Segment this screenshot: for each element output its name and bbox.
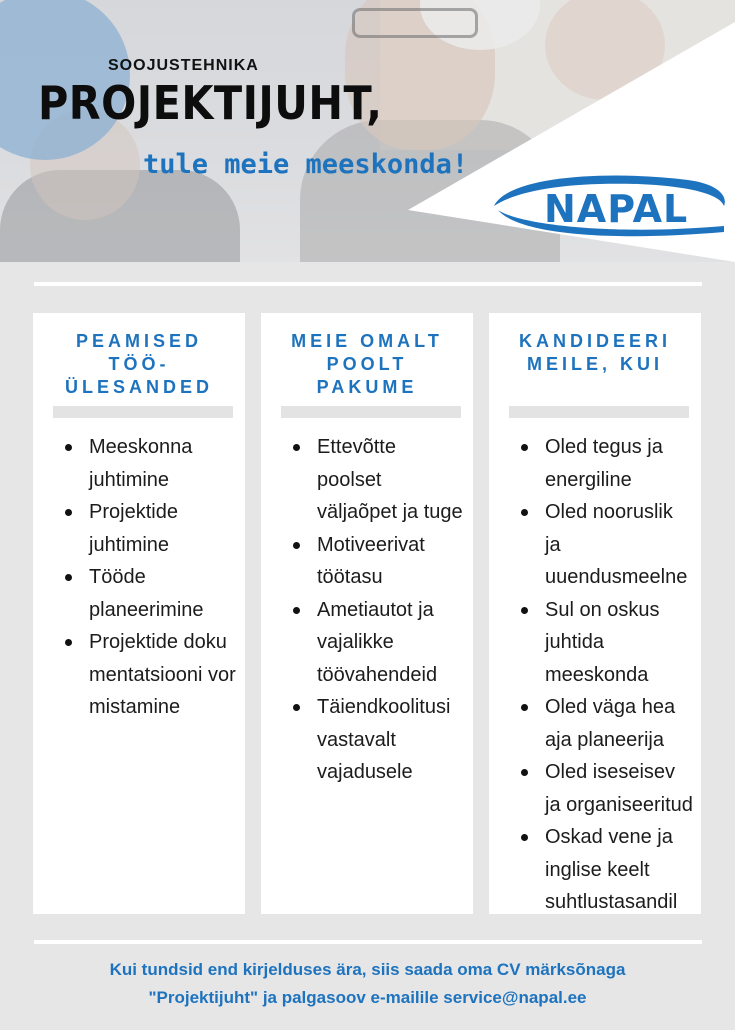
card-we-offer bbox=[261, 313, 473, 914]
eyebrow-text: SOOJUSTEHNIKA bbox=[108, 57, 259, 74]
footer-cta bbox=[60, 956, 675, 1012]
logo-text: NAPAL bbox=[544, 187, 689, 231]
list-item: Meeskonna juhtimine bbox=[89, 431, 239, 496]
page-subtitle: tule meie meeskonda! bbox=[143, 149, 469, 180]
hero-photo bbox=[0, 0, 735, 290]
card-list bbox=[489, 431, 701, 919]
list-item: Projektide juhtimine bbox=[89, 496, 239, 561]
list-item: Ettevõtte poolset väljaõpet ja tuge bbox=[317, 431, 465, 529]
divider-top bbox=[34, 282, 702, 286]
card-title-underline bbox=[53, 406, 233, 418]
list-item: Oled väga hea aja planeerija bbox=[545, 691, 693, 756]
list-item: Oled iseseisev ja organiseeritud bbox=[545, 756, 693, 821]
list-item: Motiveerivat töötasu bbox=[317, 529, 465, 594]
list-item: Sul on oskus juhtida meeskonda bbox=[545, 594, 693, 692]
list-item: Oskad vene ja inglise keelt suhtlustasandil bbox=[545, 821, 693, 919]
card-list bbox=[33, 431, 245, 724]
list-item: Tööde planeerimine bbox=[89, 561, 239, 626]
card-title: PEAMISED TÖÖ-ÜLESANDED bbox=[64, 331, 213, 397]
card-title-underline bbox=[509, 406, 689, 418]
page-title: PROJEKTIJUHT, bbox=[38, 76, 383, 130]
card-main-tasks bbox=[33, 313, 245, 914]
card-title-underline bbox=[281, 406, 461, 418]
footer-line-1: Kui tundsid end kirjelduses ära, siis saada oma CV märksõnaga bbox=[109, 960, 626, 979]
card-title: KANDIDEERI MEILE, KUI bbox=[518, 331, 671, 374]
card-title: MEIE OMALT POOLT PAKUME bbox=[291, 331, 443, 397]
list-item: Täiendkoolitusi vastavalt vajadusele bbox=[317, 691, 465, 789]
divider-bottom bbox=[34, 940, 702, 944]
list-item: Ametiautot ja vajalikke töövahendeid bbox=[317, 594, 465, 692]
card-apply-if bbox=[489, 313, 701, 914]
footer-line-2: "Projektijuht" ja palgasoov e-mailile service@napal.ee bbox=[148, 988, 587, 1007]
napal-logo bbox=[488, 166, 728, 244]
card-list bbox=[261, 431, 473, 789]
list-item: Oled nooruslik ja uuendusmeelne bbox=[545, 496, 693, 594]
list-item: Projektide dokumentatsiooni vormistamine bbox=[89, 626, 239, 724]
list-item: Oled tegus ja energiline bbox=[545, 431, 693, 496]
